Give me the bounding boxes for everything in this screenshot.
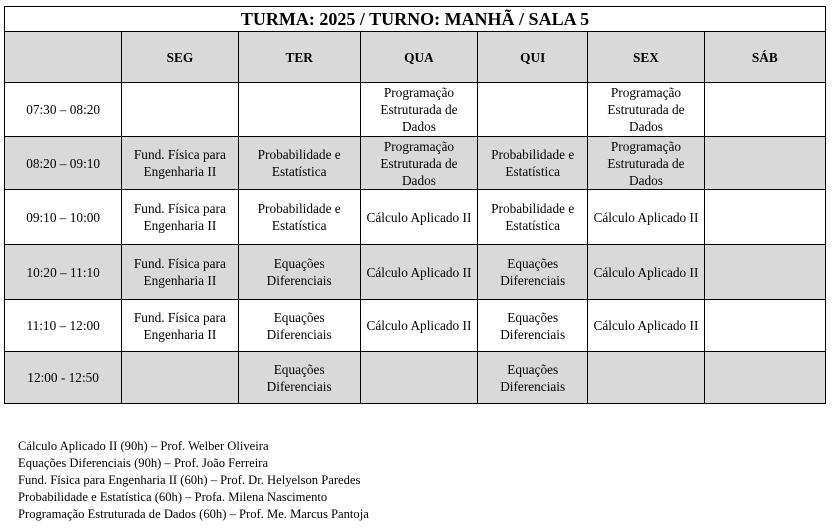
- legend-item: Cálculo Aplicado II (90h) – Prof. Welber Oliveira: [18, 439, 269, 453]
- table-row: [5, 137, 826, 190]
- class-cell: Probabilidade e Estatística: [478, 137, 588, 190]
- class-cell: Equações Diferenciais: [238, 300, 360, 352]
- class-cell: Fund. Física para Engenharia II: [122, 137, 238, 190]
- class-cell: Cálculo Aplicado II: [360, 245, 477, 300]
- class-cell: Cálculo Aplicado II: [360, 300, 477, 352]
- time-slot: 12:00 - 12:50: [5, 352, 122, 404]
- class-cell: Cálculo Aplicado II: [360, 190, 477, 245]
- legend-item: Fund. Física para Engenharia II (60h) – Prof. Dr. Helyelson Paredes: [18, 473, 361, 487]
- class-cell: Cálculo Aplicado II: [588, 245, 704, 300]
- day-header-wed: QUA: [360, 32, 477, 83]
- time-slot: 11:10 – 12:00: [5, 300, 122, 352]
- course-legend: [18, 438, 369, 523]
- class-cell: Probabilidade e Estatística: [238, 190, 360, 245]
- class-cell: Programação Estruturada de Dados: [360, 83, 477, 137]
- class-cell: [704, 190, 825, 245]
- legend-item: Programação Estruturada de Dados (60h) – Prof. Me. Marcus Pantoja: [18, 507, 369, 521]
- table-row: [5, 300, 826, 352]
- class-cell: [360, 352, 477, 404]
- schedule-title: TURMA: 2025 / TURNO: MANHÃ / SALA 5: [5, 7, 826, 32]
- class-cell: Cálculo Aplicado II: [588, 300, 704, 352]
- time-slot: 10:20 – 11:10: [5, 245, 122, 300]
- class-cell: Equações Diferenciais: [478, 300, 588, 352]
- class-cell: [704, 245, 825, 300]
- class-cell: Programação Estruturada de Dados: [588, 83, 704, 137]
- legend-item: Equações Diferenciais (90h) – Prof. João Ferreira: [18, 456, 269, 470]
- time-slot: 09:10 – 10:00: [5, 190, 122, 245]
- day-header-mon: SEG: [122, 32, 238, 83]
- class-cell: [238, 83, 360, 137]
- class-cell: Equações Diferenciais: [478, 245, 588, 300]
- class-cell: [704, 137, 825, 190]
- time-header-empty: [5, 32, 122, 83]
- day-header-tue: TER: [238, 32, 360, 83]
- schedule-table: [4, 6, 826, 404]
- class-cell: [704, 352, 825, 404]
- class-cell: [122, 352, 238, 404]
- class-cell: [704, 300, 825, 352]
- class-cell: [478, 83, 588, 137]
- table-row: [5, 245, 826, 300]
- class-cell: Equações Diferenciais: [478, 352, 588, 404]
- class-cell: Programação Estruturada de Dados: [360, 137, 477, 190]
- table-row: [5, 190, 826, 245]
- legend-item: Probabilidade e Estatística (60h) – Profa. Milena Nascimento: [18, 490, 328, 504]
- time-slot: 08:20 – 09:10: [5, 137, 122, 190]
- table-row: [5, 352, 826, 404]
- class-cell: Equações Diferenciais: [238, 245, 360, 300]
- class-cell: [122, 83, 238, 137]
- class-cell: Programação Estruturada de Dados: [588, 137, 704, 190]
- class-cell: Probabilidade e Estatística: [478, 190, 588, 245]
- class-cell: Fund. Física para Engenharia II: [122, 300, 238, 352]
- class-cell: Equações Diferenciais: [238, 352, 360, 404]
- class-cell: Cálculo Aplicado II: [588, 190, 704, 245]
- class-cell: [588, 352, 704, 404]
- class-cell: [704, 83, 825, 137]
- class-cell: Fund. Física para Engenharia II: [122, 190, 238, 245]
- day-header-thu: QUI: [478, 32, 588, 83]
- time-slot: 07:30 – 08:20: [5, 83, 122, 137]
- day-header-fri: SEX: [588, 32, 704, 83]
- class-cell: Probabilidade e Estatística: [238, 137, 360, 190]
- table-row: [5, 83, 826, 137]
- day-header-sat: SÁB: [704, 32, 825, 83]
- class-cell: Fund. Física para Engenharia II: [122, 245, 238, 300]
